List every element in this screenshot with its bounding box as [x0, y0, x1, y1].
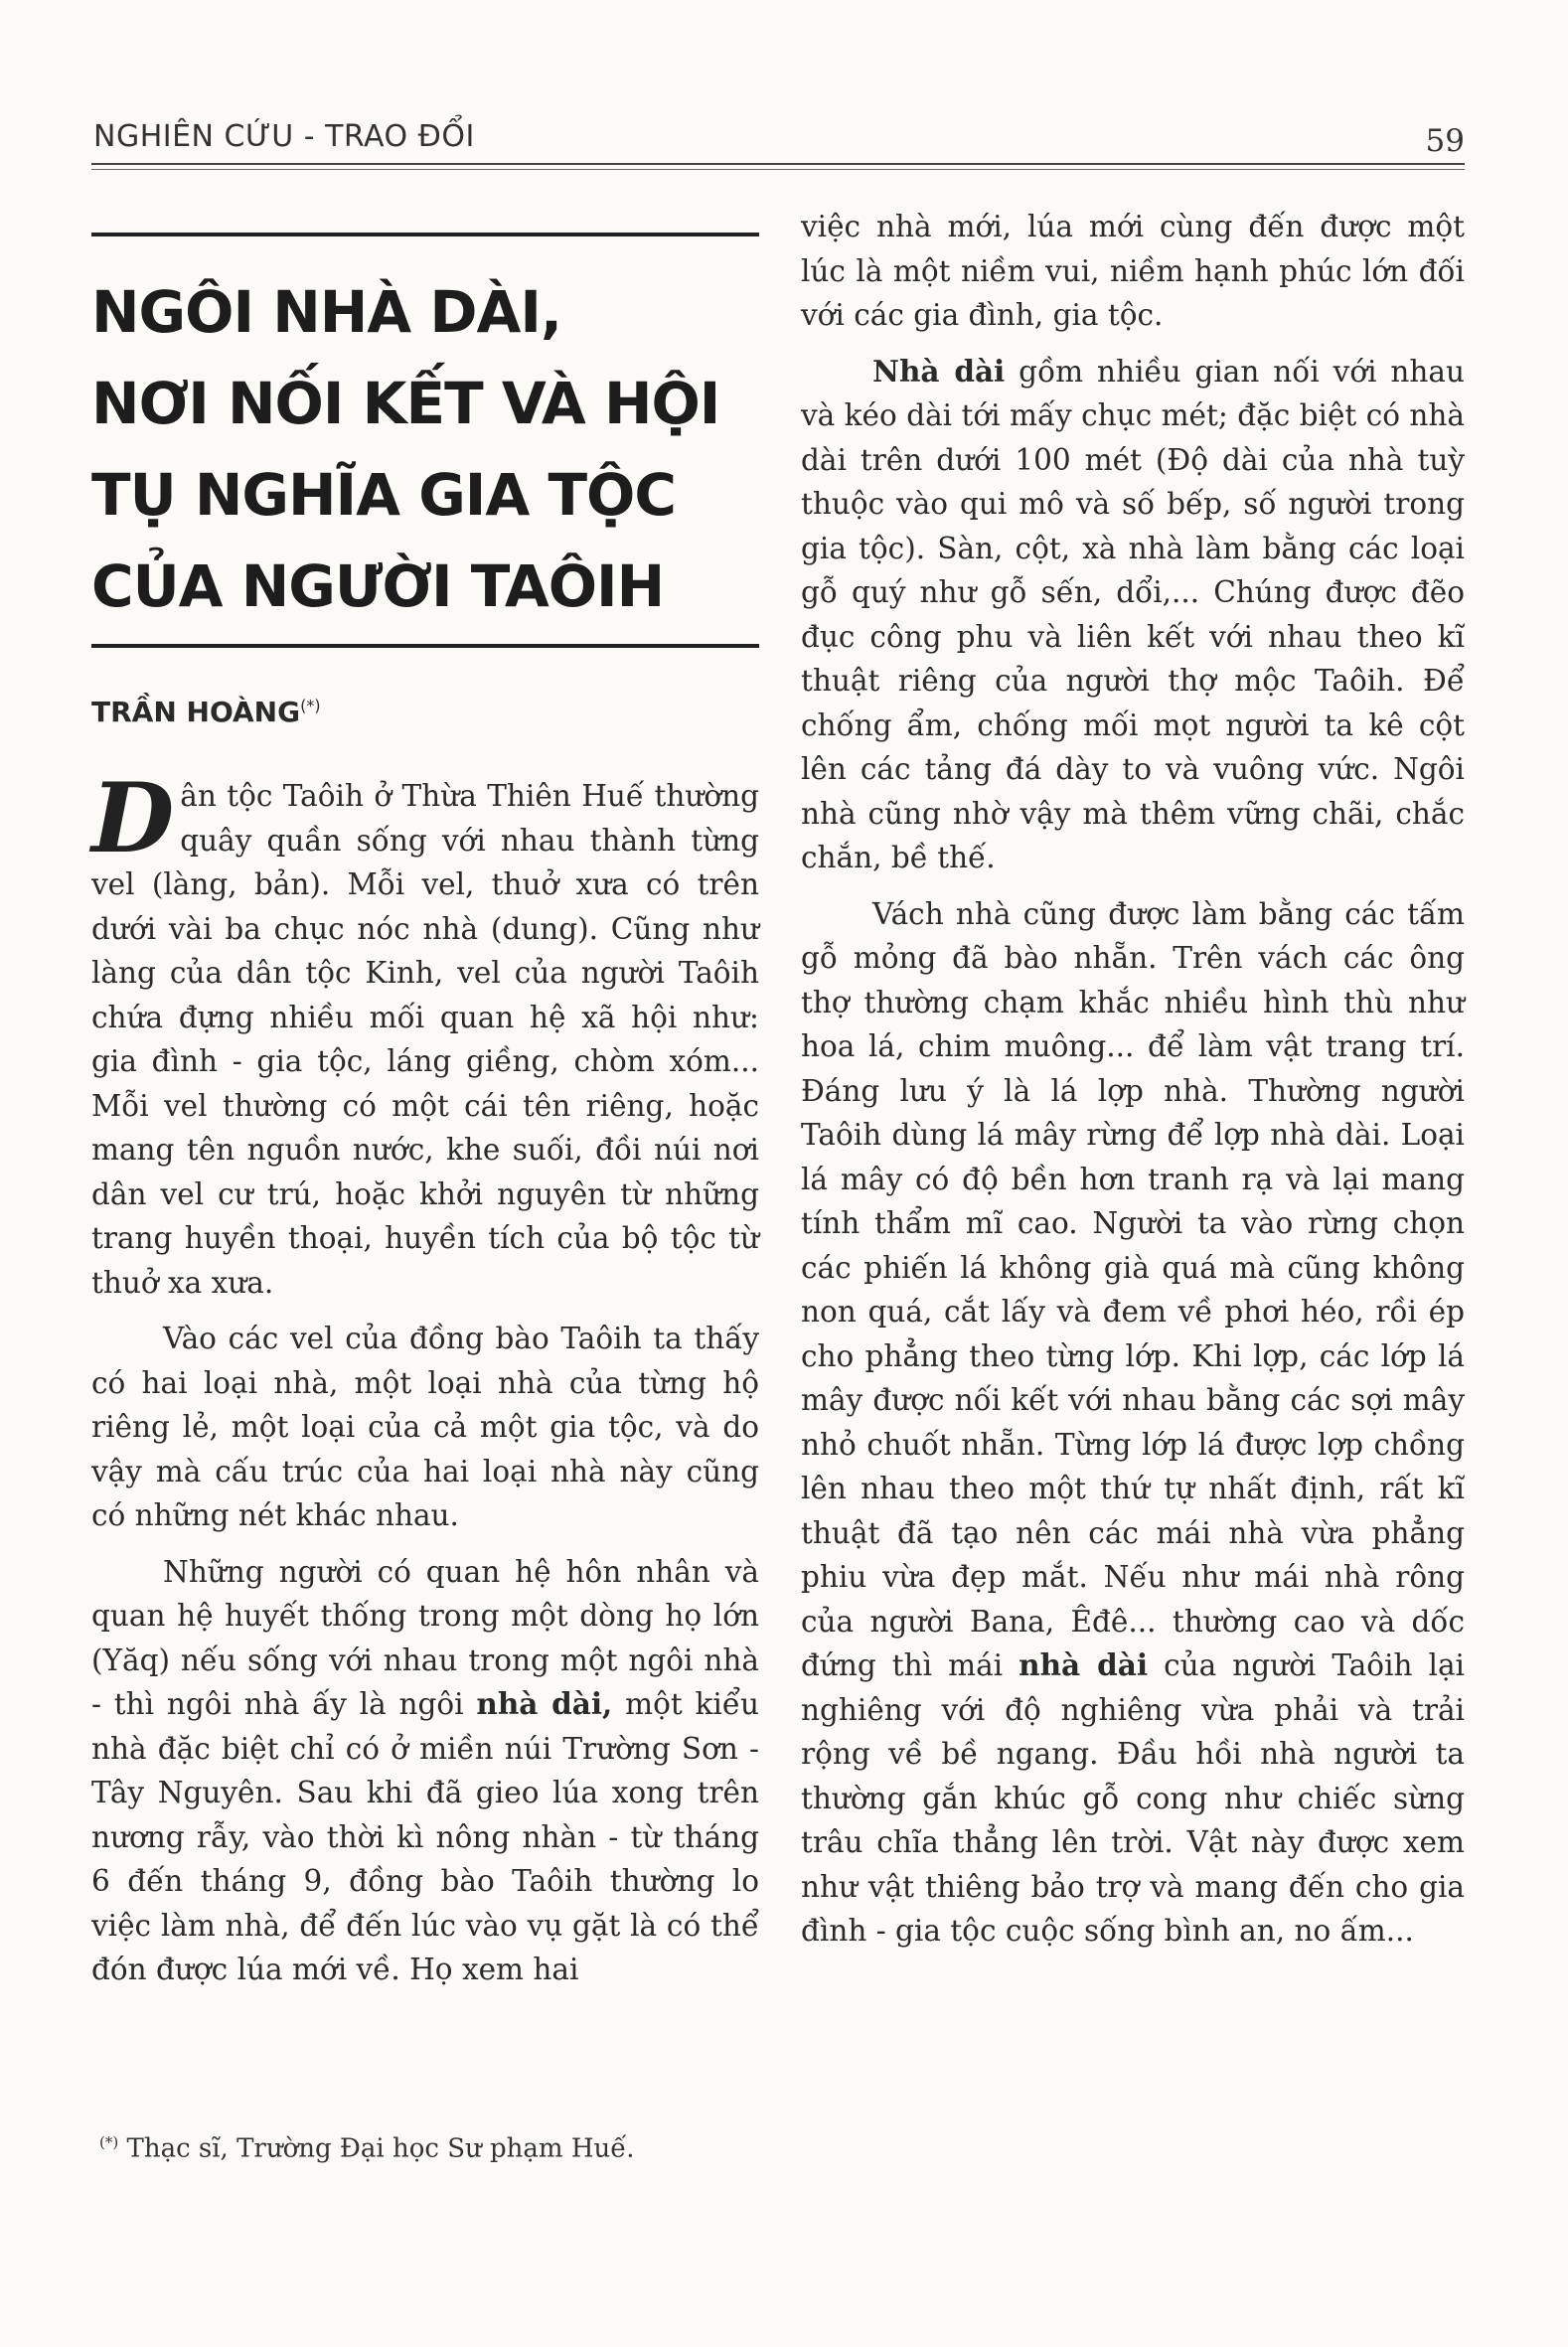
running-head: NGHIÊN CỨU - TRAO ĐỔI	[93, 119, 475, 154]
left-paragraph-1-text: ân tộc Taôih ở Thừa Thiên Huế thường quây quần sống với nhau thành từng vel (làng, bản). Mỗi vel, thuở xưa có trên dưới vài ba chục nóc nhà (dung). Cũng như làng của dân tộc Kinh, vel của người Taôih chứa đựng nhiều mối quan hệ xã hội như: gia đình - gia tộc, láng giềng, chòm xóm... Mỗi vel thường có một cái tên riêng, hoặc mang tên nguồn nước, khe suối, đồi núi nơi dân vel cư trú, hoặc khởi nguyên từ những trang huyền thoại, huyền tích của bộ tộc từ thuở xa xưa.	[91, 779, 759, 1300]
title-rule-bottom	[91, 644, 759, 648]
left-paragraph-3	[91, 1550, 759, 1992]
right-paragraph-3-text-b: của người Taôih lại nghiêng với độ nghiêng vừa phải và trải rộng về bề ngang. Đầu hồi nhà người ta thường gắn khúc gỗ cong như chiếc sừng trâu chĩa thẳng lên trời. Vật này được xem như vật thiêng bảo trợ và mang đến cho gia đình - gia tộc cuộc sống bình an, no ấm...	[801, 1648, 1465, 1948]
right-column	[801, 205, 1465, 1965]
header-rule-thick	[91, 163, 1465, 165]
right-paragraph-2	[801, 350, 1465, 880]
footnote-mark: (*)	[99, 2133, 119, 2151]
title-line-2: NƠI NỐI KẾT VÀ HỘI	[91, 370, 720, 437]
right-paragraph-3-text-a: Vách nhà cũng được làm bằng các tấm gỗ mỏng đã bào nhẵn. Trên vách các ông thợ thường chạm khắc nhiều hình thù như hoa lá, chim muông... để làm vật trang trí. Đáng lưu ý là lá lợp nhà. Thường người Taôih dùng lá mây rừng để lợp nhà dài. Loại lá mây có độ bền hơn tranh rạ và lại mang tính thẩm mĩ cao. Người ta vào rừng chọn các phiến lá không già quá mà cũng không non quá, cắt lấy và đem về phơi héo, rồi ép cho phẳng theo từng lớp. Khi lợp, các lớp lá mây được nối kết với nhau bằng các sợi mây nhỏ chuốt nhẵn. Từng lớp lá được lợp chồng lên nhau theo một thứ tự nhất định, rất kĩ thuật đã tạo nên các mái nhà vừa phẳng phiu vừa đẹp mắt. Nếu như mái nhà rông của người Bana, Êđê... thường cao và dốc đứng thì mái	[801, 896, 1465, 1682]
header-rule-thin	[91, 169, 1465, 170]
title-line-3: TỤ NGHĨA GIA TỘC	[91, 461, 676, 529]
footnote	[99, 2133, 755, 2164]
title-line-4: CỦA NGƯỜI TAÔIH	[91, 552, 665, 620]
left-paragraph-1	[91, 762, 759, 1305]
right-paragraph-2-text: gồm nhiều gian nối với nhau và kéo dài tới mấy chục mét; đặc biệt có nhà dài trên dưới 100 mét (Độ dài của nhà tuỳ thuộc vào qui mô và số bếp, số người trong gia tộc). Sàn, cột, xà nhà làm bằng các loại gỗ quý như gỗ sến, dổi,... Chúng được đẽo đục công phu và liên kết với nhau theo kĩ thuật riêng của người thợ mộc Taôih. Để chống ẩm, chống mối mọt người ta kê cột lên các tảng đá dày to và vuông vức. Ngôi nhà cũng nhờ vậy mà thêm vững chãi, chắc chắn, bề thế.	[801, 354, 1466, 874]
title-rule-top	[91, 233, 759, 236]
right-paragraph-2-bold: Nhà dài	[872, 353, 1006, 389]
drop-cap: D	[91, 762, 175, 874]
title-line-1: NGÔI NHÀ DÀI,	[91, 278, 562, 346]
page-number: 59	[1425, 123, 1465, 159]
article-title	[91, 266, 759, 632]
author-name: TRẦN HOÀNG	[91, 696, 301, 728]
left-column	[91, 229, 759, 2004]
right-paragraph-1: việc nhà mới, lúa mới cùng đến được một lúc là một niềm vui, niềm hạnh phúc lớn đối với các gia đình, gia tộc.	[801, 210, 1465, 332]
author-footnote-mark: (*)	[300, 696, 321, 715]
right-paragraph-3	[801, 892, 1465, 1954]
left-paragraph-3-text-a: Những người có quan hệ hôn nhân và quan hệ huyết thống trong một dòng họ lớn (Yăq) nếu sống với nhau trong một ngôi nhà - thì ngôi nhà ấy là ngôi	[91, 1554, 759, 1721]
page-header	[91, 111, 1465, 163]
left-paragraph-3-bold: nhà dài,	[476, 1686, 613, 1721]
footnote-text: Thạc sĩ, Trường Đại học Sư phạm Huế.	[118, 2133, 635, 2164]
right-paragraph-3-bold: nhà dài	[1019, 1647, 1149, 1682]
left-paragraph-2: Vào các vel của đồng bào Taôih ta thấy có hai loại nhà, một loại nhà của từng hộ riêng lẻ, một loại của cả một gia tộc, và do vậy mà cấu trúc của hai loại nhà này cũng có những nét khác nhau.	[91, 1322, 759, 1532]
author-byline	[91, 696, 759, 728]
left-paragraph-3-text-b: một kiểu nhà đặc biệt chỉ có ở miền núi Trường Sơn - Tây Nguyên. Sau khi đã gieo lúa xong trên nương rẫy, vào thời kì nông nhàn - từ tháng 6 đến tháng 9, đồng bào Taôih thường lo việc làm nhà, để đến lúc vào vụ gặt là có thể đón được lúa mới về. Họ xem hai	[91, 1687, 759, 1986]
